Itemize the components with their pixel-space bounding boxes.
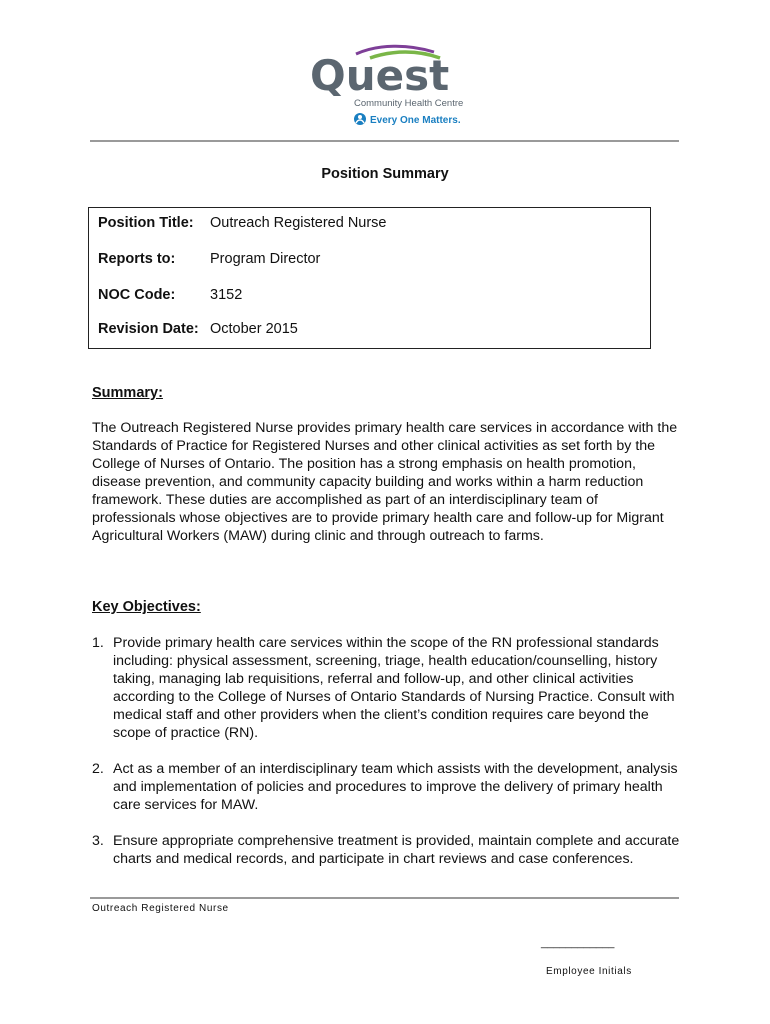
field-label: Revision Date: [98, 321, 199, 337]
footer-document-name: Outreach Registered Nurse [92, 903, 229, 914]
list-number: 2. [92, 761, 104, 777]
footer-divider [90, 897, 679, 899]
summary-paragraph: The Outreach Registered Nurse provides primary health care services in accordance with the Standards of Practice for Registered Nurses and other clinical activities as set forth by the College of Nurses of Ontario. The position has a strong emphasis on health promotion, disease prevention, and community capacity building and works within a harm reduction framework. These duties are accomplished as part of an interdisciplinary team of professionals whose objectives are to provide primary health care and follow-up for Migrant Agricultural Workers (MAW) during clinic and through outreach to farms. [92, 420, 678, 544]
position-summary-box [88, 207, 651, 349]
field-label: Position Title: [98, 215, 194, 231]
list-text: Act as a member of an interdisciplinary team which assists with the development, analysis and implementation of policies and procedures to improve the delivery of primary health care services for MAW. [113, 761, 678, 813]
field-position-title [98, 215, 387, 231]
field-label: Reports to: [98, 251, 176, 267]
list-number: 3. [92, 833, 104, 849]
page-title: Position Summary [321, 166, 449, 182]
field-noc-code [98, 287, 242, 303]
quest-logo [308, 40, 468, 130]
initials-signature-line: ____________ [541, 937, 615, 949]
field-reports-to [98, 251, 320, 267]
logo-tagline: Every One Matters. [370, 115, 461, 126]
field-revision-date [98, 321, 298, 337]
field-value: Outreach Registered Nurse [210, 215, 387, 231]
field-value: 3152 [210, 287, 243, 303]
employee-initials-label: Employee Initials [546, 966, 632, 977]
list-text: Provide primary health care services within the scope of the RN professional standards including: physical assessment, screening, triage, health education/counselling, history taking, managing lab requisitions, referral and follow-up, and other clinical activities according to the College of Nurses of Ontario Standards of Nursing Practice. Consult with medical staff and other providers when the client’s condition requires care beyond the scope of practice (RN). [113, 635, 675, 741]
field-value: October 2015 [210, 321, 298, 337]
logo-subtitle: Community Health Centre [354, 98, 464, 109]
logo-wordmark: Quest [310, 51, 450, 100]
field-label: NOC Code: [98, 287, 176, 303]
field-value: Program Director [210, 251, 321, 267]
key-objectives-heading: Key Objectives: [92, 599, 201, 615]
list-text: Ensure appropriate comprehensive treatment is provided, maintain complete and accurate charts and medical records, and participate in chart reviews and case conferences. [113, 833, 680, 867]
summary-heading: Summary: [92, 385, 163, 401]
list-number: 1. [92, 635, 104, 651]
top-divider [90, 140, 679, 142]
